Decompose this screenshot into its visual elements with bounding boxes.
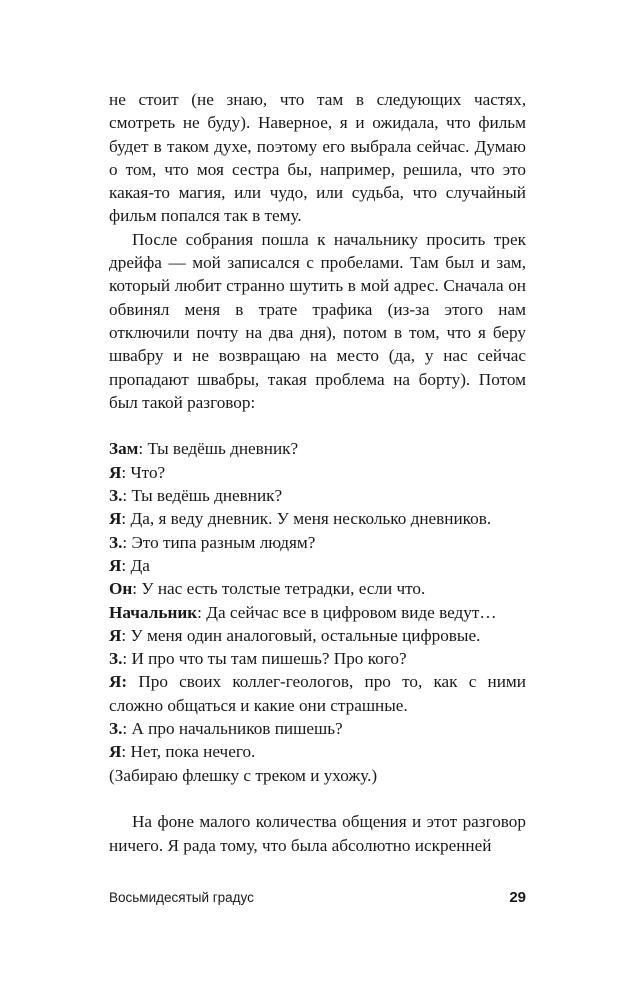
dialogue-text: : Это типа разным людям? (122, 532, 316, 552)
dialogue-text: : Нет, пока нечего. (121, 742, 256, 762)
paragraph: На фоне малого количества общения и этот разговор ничего. Я рада тому, что была абсолютно искренней (109, 812, 526, 855)
dialogue-line (109, 717, 526, 740)
page-body (109, 88, 526, 857)
dialogue-line (109, 484, 526, 507)
dialogue-text: : И про что ты там пишешь? Про кого? (122, 649, 407, 669)
speaker-name: Зам (109, 439, 139, 459)
dialogue-line (109, 531, 526, 554)
speaker-name: Я (109, 462, 122, 482)
page-footer (109, 889, 526, 906)
dialogue-text: : Ты ведёшь дневник? (138, 439, 299, 459)
dialogue-text: : Да (121, 555, 150, 575)
dialogue-line (109, 740, 526, 763)
dialogue-line (109, 670, 526, 717)
speaker-name: Он (109, 579, 133, 599)
dialogue-line (109, 461, 526, 484)
running-title: Восьмидесятый градус (109, 890, 254, 905)
speaker-name: Я (109, 625, 122, 645)
dialogue-line (109, 554, 526, 577)
spacer (109, 414, 526, 437)
speaker-name: Я (109, 555, 122, 575)
paragraph: После собрания пошла к начальнику просить трек дрейфа — мой записался с пробелами. Там был и зам, который любит странно шутить в мой адрес. Сначала он обвинял меня в трате трафика (из-за этого нам отключили почту на два дня), потом в том, что я беру швабру и не возвращаю на место (да, у нас сейчас пропадают швабры, такая проблема на борту). Потом был такой разговор: (109, 229, 526, 412)
dialogue-text: : Что? (121, 462, 166, 482)
speaker-name: Я: (109, 672, 128, 692)
dialogue-line (109, 507, 526, 530)
spacer (109, 787, 526, 810)
dialogue-text: : А про начальников пишешь? (122, 719, 343, 739)
dialogue-line (109, 601, 526, 624)
dialogue-line (109, 437, 526, 460)
dialogue-text: : Да сейчас все в цифровом виде ведут… (197, 602, 497, 622)
speaker-name: Я (109, 742, 122, 762)
speaker-name: З. (109, 649, 123, 669)
page-number: 29 (509, 889, 526, 906)
speaker-name: З. (109, 486, 123, 506)
dialogue-text: : Да, я веду дневник. У меня несколько дневников. (121, 509, 492, 529)
dialogue-line (109, 577, 526, 600)
paragraph: не стоит (не знаю, что там в следующих частях, смотреть не буду). Наверное, я и ожидала, что фильм будет в таком духе, поэтому его выбрала сейчас. Думаю о том, что моя сестра бы, например, решила, что это какая-то магия, или чудо, или судьба, что случайный фильм попался так в тему. (109, 90, 526, 226)
speaker-name: Начальник (109, 602, 198, 622)
dialogue-text: : У меня один аналоговый, остальные цифровые. (121, 625, 481, 645)
speaker-name: Я (109, 509, 122, 529)
stage-direction: (Забираю флешку с треком и ухожу.) (109, 765, 378, 785)
dialogue-line (109, 647, 526, 670)
speaker-name: З. (109, 719, 123, 739)
dialogue-text: : У нас есть толстые тетрадки, если что. (132, 579, 426, 599)
speaker-name: З. (109, 532, 123, 552)
dialogue-text: : Ты ведёшь дневник? (122, 486, 283, 506)
dialogue-line (109, 624, 526, 647)
dialogue-text: Про своих коллег-геологов, про то, как с ними сложно общаться и какие они страшные. (109, 672, 526, 715)
